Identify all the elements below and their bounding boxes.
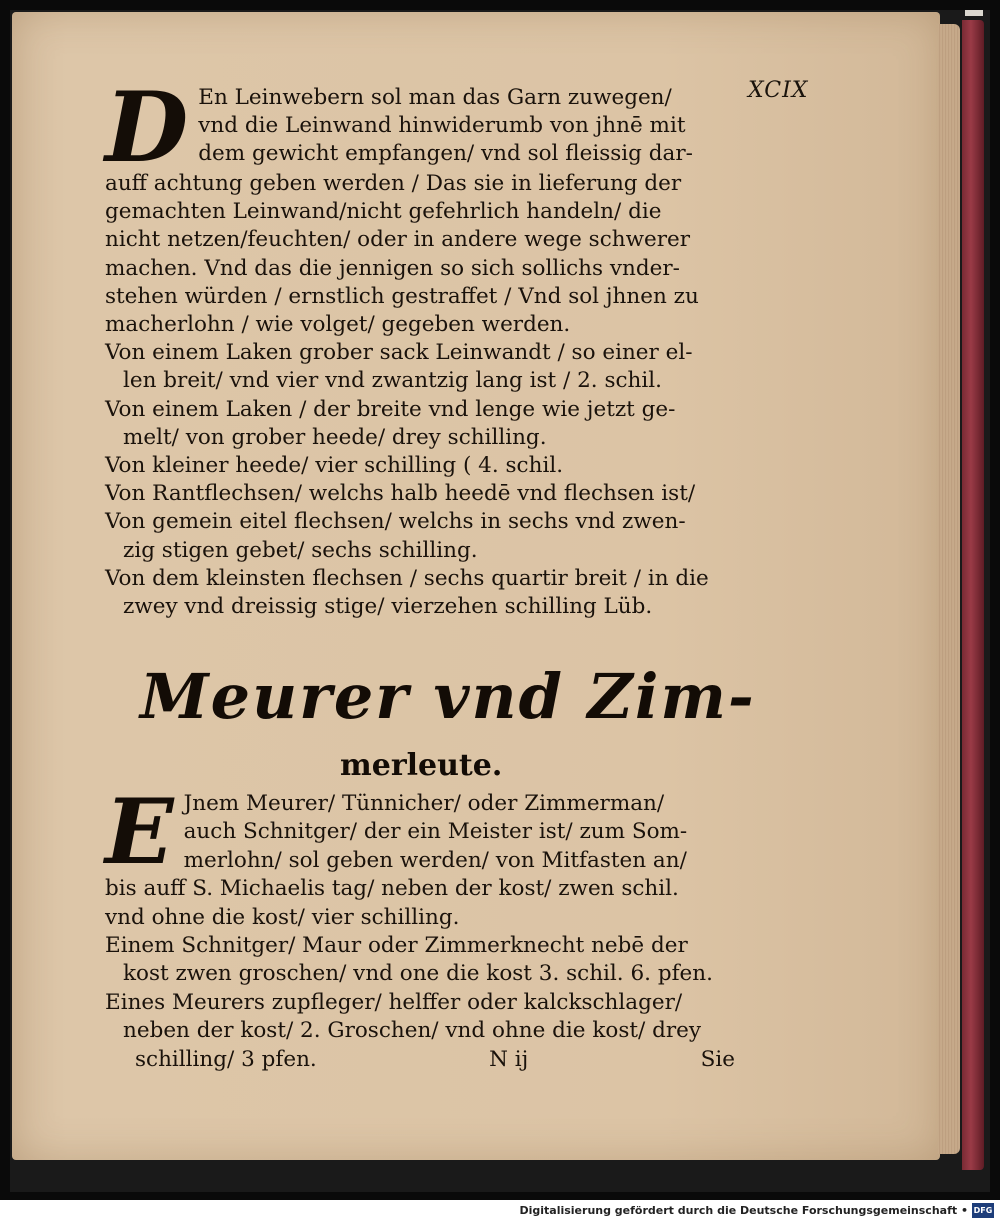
drop-cap-initial: D (105, 71, 189, 184)
text-line: dem gewicht empfangen/ vnd sol fleissig dar- (198, 141, 693, 167)
section-masons-carpenters (105, 779, 735, 1074)
text-line: auch Schnitger/ der ein Meister ist/ zum Som- (183, 819, 688, 845)
text-line: vnd die Leinwand hinwiderumb von jhnē mit (198, 113, 686, 139)
text-line: nicht netzen/feuchten/ oder in andere wege schwerer (105, 227, 691, 253)
page-footer-line (105, 1046, 735, 1074)
text-line: Von gemein eitel flechsen/ welchs in sechs vnd zwen- (105, 509, 686, 535)
text-line: Von kleiner heede/ vier schilling ( 4. schil. (105, 453, 564, 479)
text-line: zwey vnd dreissig stige/ vierzehen schilling Lüb. (123, 594, 653, 620)
text-line: Von einem Laken grober sack Leinwandt / so einer el- (105, 340, 693, 366)
text-line: auff achtung geben werden / Das sie in lieferung der (105, 171, 682, 196)
text-line: kost zwen groschen/ vnd one die kost 3. schil. 6. pfen. (123, 961, 713, 987)
text-line: vnd ohne die kost/ vier schilling. (105, 904, 460, 930)
catchword: Sie (700, 1046, 735, 1072)
text-line: melt/ von grober heede/ drey schilling. (123, 424, 547, 450)
text-line: machen. Vnd das die jennigen so sich sollichs vnder- (105, 255, 680, 281)
text-line: En Leinwebern sol man das Garn zuwegen/ (198, 85, 672, 110)
digitization-credit: Digitalisierung gefördert durch die Deutsche Forschungsgemeinschaft • (519, 1204, 968, 1217)
text-line: gemachten Leinwand/nicht gefehrlich handeln/ die (105, 199, 662, 225)
text-line: stehen würden / ernstlich gestraffet / Vnd sol jhnen zu (105, 283, 699, 309)
dfg-logo-icon: DFG (972, 1203, 994, 1218)
text-line: bis auff S. Michaelis tag/ neben der kost/ zwen schil. (105, 876, 679, 902)
text-line: zig stigen gebet/ sechs schilling. (123, 537, 478, 563)
text-line: Jnem Meurer/ Tünnicher/ oder Zimmerman/ (183, 791, 665, 816)
text-line: Eines Meurers zupfleger/ helffer oder kalckschlager/ (105, 989, 683, 1015)
drop-cap-initial: E (105, 779, 174, 885)
section-linen-weavers (105, 71, 735, 621)
text-line: merlohn/ sol geben werden/ von Mitfasten an/ (183, 847, 687, 873)
signature-mark: N ij (489, 1046, 529, 1072)
text-line: len breit/ vnd vier vnd zwantzig lang ist / 2. schil. (123, 368, 662, 394)
book-binding (962, 20, 984, 1170)
text-line: Von einem Laken / der breite vnd lenge wie jetzt ge- (105, 396, 676, 422)
top-clip (965, 10, 983, 16)
text-line: neben der kost/ 2. Groschen/ vnd ohne die kost/ drey (123, 1018, 701, 1044)
text-line: Von dem kleinsten flechsen / sechs quartir breit / in die (105, 565, 709, 591)
text-line: Von Rantflechsen/ welchs halb heedē vnd flechsen ist/ (105, 481, 696, 507)
text-line: schilling/ 3 pfen. (135, 1046, 317, 1072)
folio-number: XCIX (748, 78, 809, 103)
text-line: Einem Schnitger/ Maur oder Zimmerknecht nebē der (105, 933, 688, 959)
section-heading: Meurer vnd Zim- (140, 660, 756, 733)
text-line: macherlohn / wie volget/ gegeben werden. (105, 312, 571, 338)
section-heading-continued: merleute. (340, 748, 503, 783)
page-edges (938, 24, 960, 1154)
